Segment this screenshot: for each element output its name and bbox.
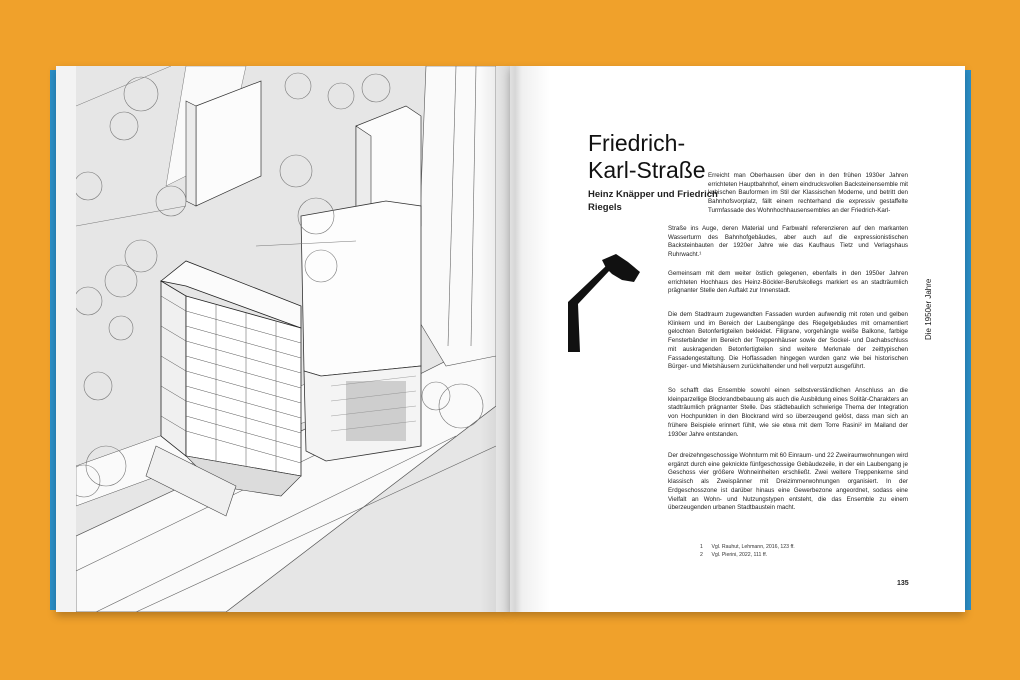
site-plan-icon <box>566 254 646 354</box>
book-edge-right <box>965 70 971 610</box>
footnote-text: Vgl. Rauhut, Lehmann, 2016, 123 ff. <box>711 544 795 550</box>
chapter-title: Friedrich- Karl-Straße <box>588 130 706 183</box>
body-paragraph-5: Der dreizehngeschossige Wohnturm mit 60 Einraum- und 22 Zweiraumwohnungen wird ergänzt durch eine geknickte fünfgeschossige Gebäudezeile, in der ein Laubengang je Geschoss vier größere Wohneinheiten erschließt. Zwei weitere Treppenkerne sind klassisch als Zweispänner mit Dreizimmerwohnungen organisiert. In der Erdgeschosszone ist darüber hinaus eine Gewerbezone angeordnet, sodass eine Vielfalt an Wohn- und Nutzungstypen entsteht, die das Ensemble zu einem überzeugenden urbanen Stadtbaustein macht. <box>668 452 908 512</box>
body-paragraph-2: Gemeinsam mit dem weiter östlich gelegenen, ebenfalls in den 1950er Jahren errichteten Hochhaus des Heinz-Böckler-Berufskollegs markiert es an stadträumlich prägnanter Stelle den Auftakt zur Innenstadt. <box>668 270 908 295</box>
footnote-1 <box>700 544 795 550</box>
body-paragraph-4: So schafft das Ensemble sowohl einen selbstverständlichen Anschluss an die kleinparzellige Blockrandbebauung als auch die Ausbildung eines Solitär-Charakters an stadträumlich prägnanter Stelle. Das städtebaulich schwierige Thema der Integration von Hochpunkten in den Blockrand wird so überzeugend gelöst, dass man sich an frühere Beispiele erinnert fühlt, wie sie etwa mit dem Torre Rasini² im Mailand der 1930er Jahre entstanden. <box>668 387 908 438</box>
footnote-number: 2 <box>700 552 703 558</box>
chapter-subtitle-architects: Heinz Knäpper und Friedrich Riegels <box>588 189 718 213</box>
chapter-side-label: Die 1950er Jahre <box>924 278 933 340</box>
footnote-text: Vgl. Pierini, 2022, 111 ff. <box>711 552 768 558</box>
page-number: 135 <box>897 580 909 587</box>
footnote-2 <box>700 552 767 558</box>
body-paragraph-3: Die dem Stadtraum zugewandten Fassaden wurden aufwendig mit roten und gelben Klinkern und im Bereich der Laubengänge des Riegelgebäudes mit ornamentiert gelochten Betonfertigteilen bekleidet. Filigrane, vorgehängte weiße Balkone, farbige Fensterbänder im Bereich der Treppenhäuser sowie der Sockel- und Dachabschluss mit auskragenden Betonfertigteilen sind weitere Merkmale der zeittypischen Fassadengestaltung. Die Hoffassaden hingegen wurden ganz wie bei historischen Bürger- und Mietshäusern zurückhaltender und hell verputzt ausgeführt. <box>668 311 908 371</box>
intro-paragraph-first: Erreicht man Oberhausen über den in den frühen 1930er Jahren errichteten Hauptbahnhof, einem eindrucksvollen Backsteinensemble mit kubischen Bauformen im Stil der Klassischen Moderne, und betritt den Bahnhofsvorplatz, fällt einem rechterhand die expressiv gestaffelte Turmfassade des Wohnhochhausensembles an der Friedrich-Karl- <box>708 172 908 214</box>
intro-paragraph-continued: Straße ins Auge, deren Material und Farbwahl referenzieren auf den markanten Wasserturm des Bahnhofgebäudes, aber auch auf die expressionistischen Backsteinbauten der 1920er Jahre wie das Kaufhaus Tietz und Verlagshaus Ruhrwacht.¹ <box>668 225 908 259</box>
axonometric-drawing <box>76 66 496 612</box>
footnote-number: 1 <box>700 544 703 550</box>
